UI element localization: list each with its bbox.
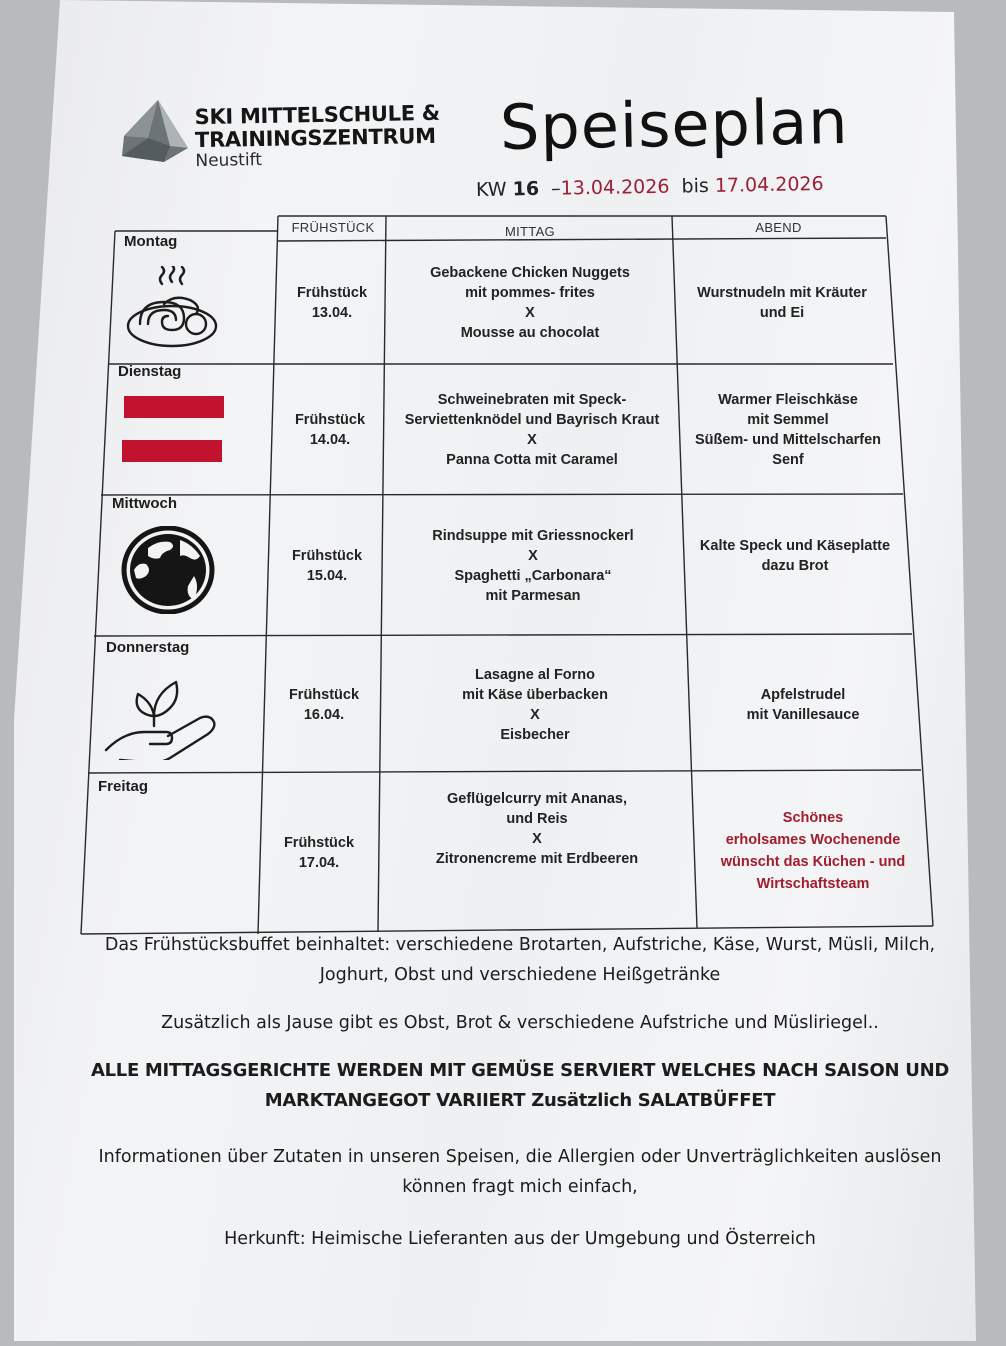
- breakfast-cell-donnerstag: [268, 642, 380, 768]
- allergy-note-line2: können fragt mich einfach,: [402, 1177, 638, 1197]
- date-to: 17.04.2026: [714, 172, 824, 197]
- lunch-cell-donnerstag: [384, 642, 686, 768]
- globe-icon: [120, 526, 216, 614]
- lunch-main-line1: Rindsuppe mit Griessnockerl: [432, 528, 634, 544]
- weekend-greeting-line3: wünscht das Küchen - und: [720, 854, 906, 870]
- hot-noodles-bowl-icon: [124, 266, 220, 350]
- jause-note: Zusätzlich als Jause gibt es Obst, Brot & verschiedene Aufstriche und Müsliriegel..: [161, 1013, 879, 1033]
- flag-stripe-top: [124, 396, 224, 418]
- dinner-cell-donnerstag: [692, 642, 914, 768]
- breakfast-label: Frühstück: [296, 285, 368, 301]
- weekend-greeting-line2: erholsames Wochenende: [725, 832, 901, 848]
- vegetable-note-line2: MARKTANGEGOT VARIIERT Zusätzlich SALATBÜFFET: [264, 1090, 776, 1111]
- dinner-cell-mittwoch: [688, 496, 902, 616]
- breakfast-date: 13.04.: [311, 305, 353, 321]
- dinner-line1: Warmer Fleischkäse: [718, 392, 858, 408]
- dinner-line1: Apfelstrudel: [760, 687, 846, 703]
- breakfast-label: Frühstück: [291, 548, 363, 564]
- day-label-mittwoch: Mittwoch: [112, 495, 177, 512]
- lunch-main-line2: mit pommes- frites: [465, 285, 595, 301]
- breakfast-cell-dienstag: [278, 368, 382, 492]
- column-header-mittag: MITTAG: [505, 224, 555, 239]
- dinner-line1: Wurstnudeln mit Kräuter: [697, 285, 867, 301]
- kw-number: 16: [512, 177, 540, 201]
- day-label-dienstag: Dienstag: [118, 363, 182, 380]
- lunch-separator: X: [528, 548, 538, 564]
- lunch-main-line2: mit Käse überbacken: [462, 687, 608, 703]
- lunch-cell-montag: [390, 244, 670, 362]
- lunch-dessert: Zitronencreme mit Erdbeeren: [435, 851, 639, 867]
- breakfast-date: 15.04.: [306, 568, 348, 584]
- buffet-note-line2: Joghurt, Obst und verschiedene Heißgetränke: [319, 965, 721, 985]
- dinner-cell-montag: [678, 244, 886, 362]
- breakfast-label: Frühstück: [294, 412, 366, 428]
- breakfast-label: Frühstück: [288, 687, 360, 703]
- breakfast-cell-mittwoch: [274, 500, 380, 632]
- school-name-line1: SKI MITTELSCHULE &: [194, 100, 441, 130]
- vegetable-note-line1: ALLE MITTAGSGERICHTE WERDEN MIT GEMÜSE SERVIERT WELCHES NACH SAISON UND: [91, 1060, 949, 1081]
- dinner-line2: und Ei: [759, 305, 805, 321]
- breakfast-label: Frühstück: [283, 835, 355, 851]
- lunch-main-line1: Gebackene Chicken Nuggets: [430, 265, 630, 281]
- dinner-line2: mit Vanillesauce: [746, 707, 860, 723]
- bis-label: bis: [681, 174, 709, 198]
- lunch-main-line2: Serviettenknödel und Bayrisch Kraut: [404, 412, 660, 428]
- weekend-greeting-line4: Wirtschaftsteam: [756, 876, 870, 892]
- school-name-line2: TRAININGSZENTRUM: [194, 123, 436, 153]
- dinner-line2: mit Semmel: [747, 412, 829, 428]
- buffet-note: [70, 930, 970, 990]
- day-label-montag: Montag: [124, 233, 178, 250]
- buffet-note-line1: Das Frühstücksbuffet beinhaltet: verschiedene Brotarten, Aufstriche, Käse, Wurst, Müsli, Milch,: [104, 935, 936, 955]
- dinner-line1: Kalte Speck und Käseplatte: [699, 538, 891, 554]
- lunch-separator: X: [525, 305, 535, 321]
- breakfast-date: 17.04.: [298, 855, 340, 871]
- lunch-cell-mittwoch: [384, 500, 682, 632]
- day-label-freitag: Freitag: [98, 778, 149, 795]
- plant-in-hand-icon: [102, 676, 220, 760]
- breakfast-date: 16.04.: [303, 707, 345, 723]
- page-title: Speiseplan: [499, 84, 850, 165]
- austrian-flag-icon: [122, 396, 224, 464]
- origin-note: Herkunft: Heimische Lieferanten aus der Umgebung und Österreich: [224, 1229, 816, 1249]
- lunch-main-line1: Lasagne al Forno: [474, 667, 596, 683]
- lunch-cell-freitag: [382, 776, 692, 882]
- lunch-separator: X: [530, 707, 540, 723]
- dinner-line2: dazu Brot: [761, 558, 829, 574]
- day-label-donnerstag: Donnerstag: [106, 639, 190, 656]
- range-dash: –: [550, 177, 561, 200]
- dinner-cell-dienstag: [682, 368, 894, 492]
- dinner-line3: Süßem- und Mittelscharfen: [694, 432, 882, 448]
- column-header-abend: ABEND: [755, 220, 802, 235]
- school-name: [194, 102, 440, 171]
- dinner-line4: Senf: [772, 452, 804, 468]
- lunch-separator: X: [532, 831, 542, 847]
- breakfast-cell-freitag: [262, 780, 376, 926]
- date-from: 13.04.2026: [560, 175, 670, 200]
- weekend-greeting-line1: Schönes: [782, 810, 844, 826]
- school-logo-icon: [118, 98, 190, 164]
- lunch-second-line2: mit Parmesan: [485, 588, 581, 604]
- lunch-main-line1: Schweinebraten mit Speck-: [437, 392, 627, 408]
- kw-label: KW: [475, 178, 507, 202]
- lunch-main-line2: und Reis: [506, 811, 568, 827]
- breakfast-cell-montag: [282, 244, 382, 362]
- lunch-cell-dienstag: [386, 368, 678, 492]
- school-location: Neustift: [195, 149, 263, 172]
- lunch-main-line1: Geflügelcurry mit Ananas,: [447, 791, 627, 807]
- breakfast-date: 14.04.: [309, 432, 351, 448]
- allergy-note-line1: Informationen über Zutaten in unseren Speisen, die Allergien oder Unverträglichkeiten auslösen: [98, 1147, 942, 1167]
- column-header-fruehstueck: FRÜHSTÜCK: [291, 220, 375, 235]
- lunch-dessert: Eisbecher: [500, 727, 570, 743]
- lunch-dessert: Panna Cotta mit Caramel: [446, 452, 618, 468]
- lunch-dessert: Mousse au chocolat: [460, 325, 600, 341]
- vegetable-note: [70, 1056, 970, 1116]
- allergy-note: [70, 1142, 970, 1202]
- lunch-second-line1: Spaghetti „Carbonara“: [454, 568, 612, 584]
- dinner-cell-freitag: [700, 780, 926, 922]
- flag-stripe-bottom: [122, 440, 222, 462]
- lunch-separator: X: [527, 432, 537, 448]
